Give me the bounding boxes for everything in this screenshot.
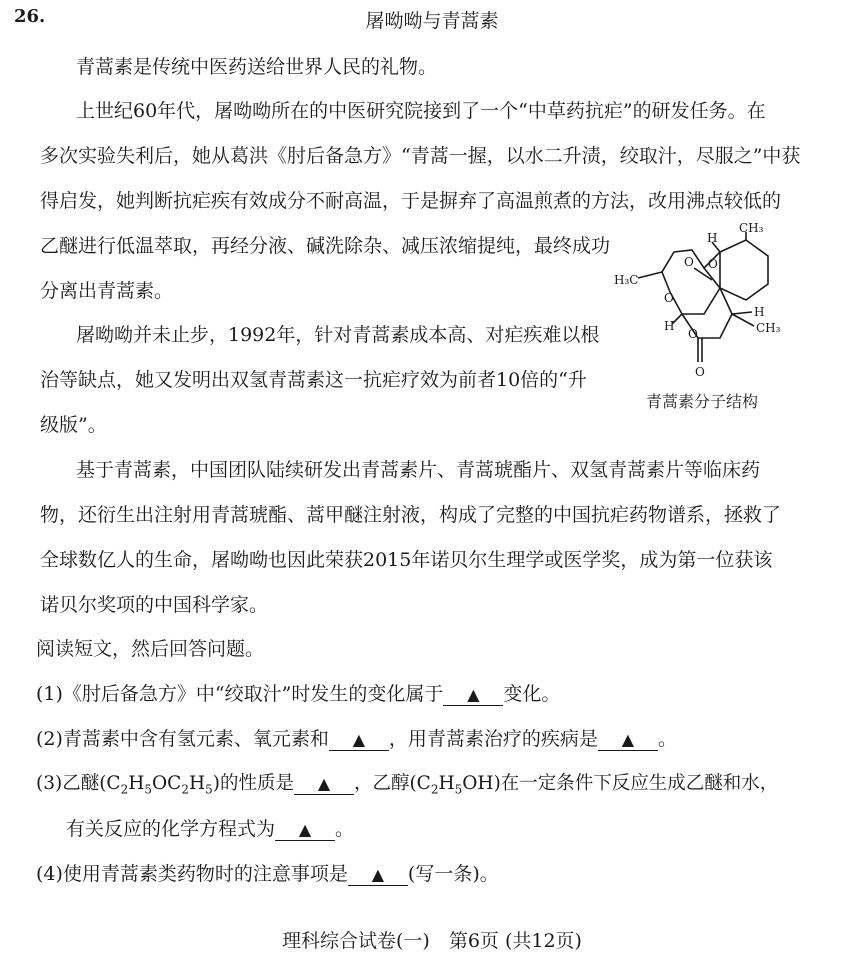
question-1: (1)《肘后备急方》中“绞取汁”时发生的变化属于 ▲ 变化。	[36, 683, 561, 705]
label-ch3-bottom: CH₃	[756, 321, 781, 335]
answer-blank-3a[interactable]: ▲	[294, 774, 354, 795]
paragraph-2-line-4: 乙醚进行低温萃取，再经分液、碱洗除杂、减压浓缩提纯，最终成功	[40, 235, 611, 257]
label-o-carbonyl: O	[695, 365, 705, 379]
question-number: 26.	[14, 6, 46, 27]
answer-blank-4[interactable]: ▲	[348, 864, 408, 886]
paragraph-4-line-4: 诺贝尔奖项的中国科学家。	[40, 594, 269, 616]
paragraph-4-line-2: 物，还衍生出注射用青蒿琥酯、蒿甲醚注射液，构成了完整的中国抗疟药物谱系，拯救了	[40, 504, 782, 526]
paragraph-2-line-2: 多次实验失利后，她从葛洪《肘后备急方》“青蒿一握，以水二升渍，绞取汁，尽服之”中获	[40, 145, 801, 167]
answer-blank-1[interactable]: ▲	[443, 684, 503, 706]
label-o-lactone: O	[688, 327, 698, 341]
label-o-ring2: O	[708, 257, 718, 271]
label-h-right: H	[754, 305, 765, 319]
paragraph-4-line-3: 全球数亿人的生命，屠呦呦也因此荣获2015年诺贝尔生理学或医学奖，成为第一位获该	[40, 549, 773, 571]
paragraph-3-line-1: 屠呦呦并未止步，1992年，针对青蒿素成本高、对疟疾难以根	[76, 324, 600, 346]
question-3-line-2: 有关反应的化学方程式为 ▲ 。	[66, 818, 355, 840]
paragraph-3-line-2: 治等缺点，她又发明出双氢青蒿素这一抗疟疗效为前者10倍的“升	[40, 369, 587, 391]
page-footer: 理科综合试卷(一) 第6页 (共12页)	[282, 930, 582, 952]
label-ch3-top: CH₃	[739, 222, 764, 235]
figure-caption: 青蒿素分子结构	[646, 392, 759, 411]
answer-blank-3b[interactable]: ▲	[275, 819, 335, 841]
label-o-ring1: O	[684, 255, 694, 269]
label-h3c: H₃C	[614, 273, 639, 287]
questions-intro: 阅读短文，然后回答问题。	[36, 638, 265, 660]
passage-title: 屠呦呦与青蒿素	[365, 10, 499, 32]
paragraph-3-line-3: 级版”。	[40, 414, 107, 436]
paragraph-2-line-3: 得启发，她判断抗疟疾有效成分不耐高温，于是摒弃了高温煎煮的方法，改用沸点较低的	[40, 190, 782, 212]
label-h-top: H	[707, 231, 718, 245]
paragraph-2-line-5: 分离出青蒿素。	[40, 280, 174, 302]
answer-blank-2a[interactable]: ▲	[329, 729, 389, 751]
paragraph-4-line-1: 基于青蒿素，中国团队陆续研发出青蒿素片、青蒿琥酯片、双氢青蒿素片等临床药	[76, 459, 761, 481]
paragraph-2-line-1: 上世纪60年代，屠呦呦所在的中医研究院接到了一个“中草药抗疟”的研发任务。在	[76, 100, 766, 122]
label-h-left: H	[664, 319, 675, 333]
answer-blank-2b[interactable]: ▲	[598, 729, 658, 751]
artemisinin-structure-diagram	[612, 222, 792, 402]
question-4: (4)使用青蒿素类药物时的注意事项是 ▲ (写一条)。	[36, 863, 499, 885]
question-2: (2)青蒿素中含有氢元素、氧元素和 ▲ ，用青蒿素治疗的疾病是 ▲ 。	[36, 728, 677, 750]
question-3-line-1: (3)乙醚$(C_2H_5OC_2H_5)$的性质是 ▲ ，乙醇$(C_2H_5OH)$在一定条件下反应生成乙醚和水，	[36, 773, 779, 797]
label-o-ring3: O	[664, 291, 674, 305]
paragraph-1: 青蒿素是传统中医药送给世界人民的礼物。	[76, 56, 438, 78]
